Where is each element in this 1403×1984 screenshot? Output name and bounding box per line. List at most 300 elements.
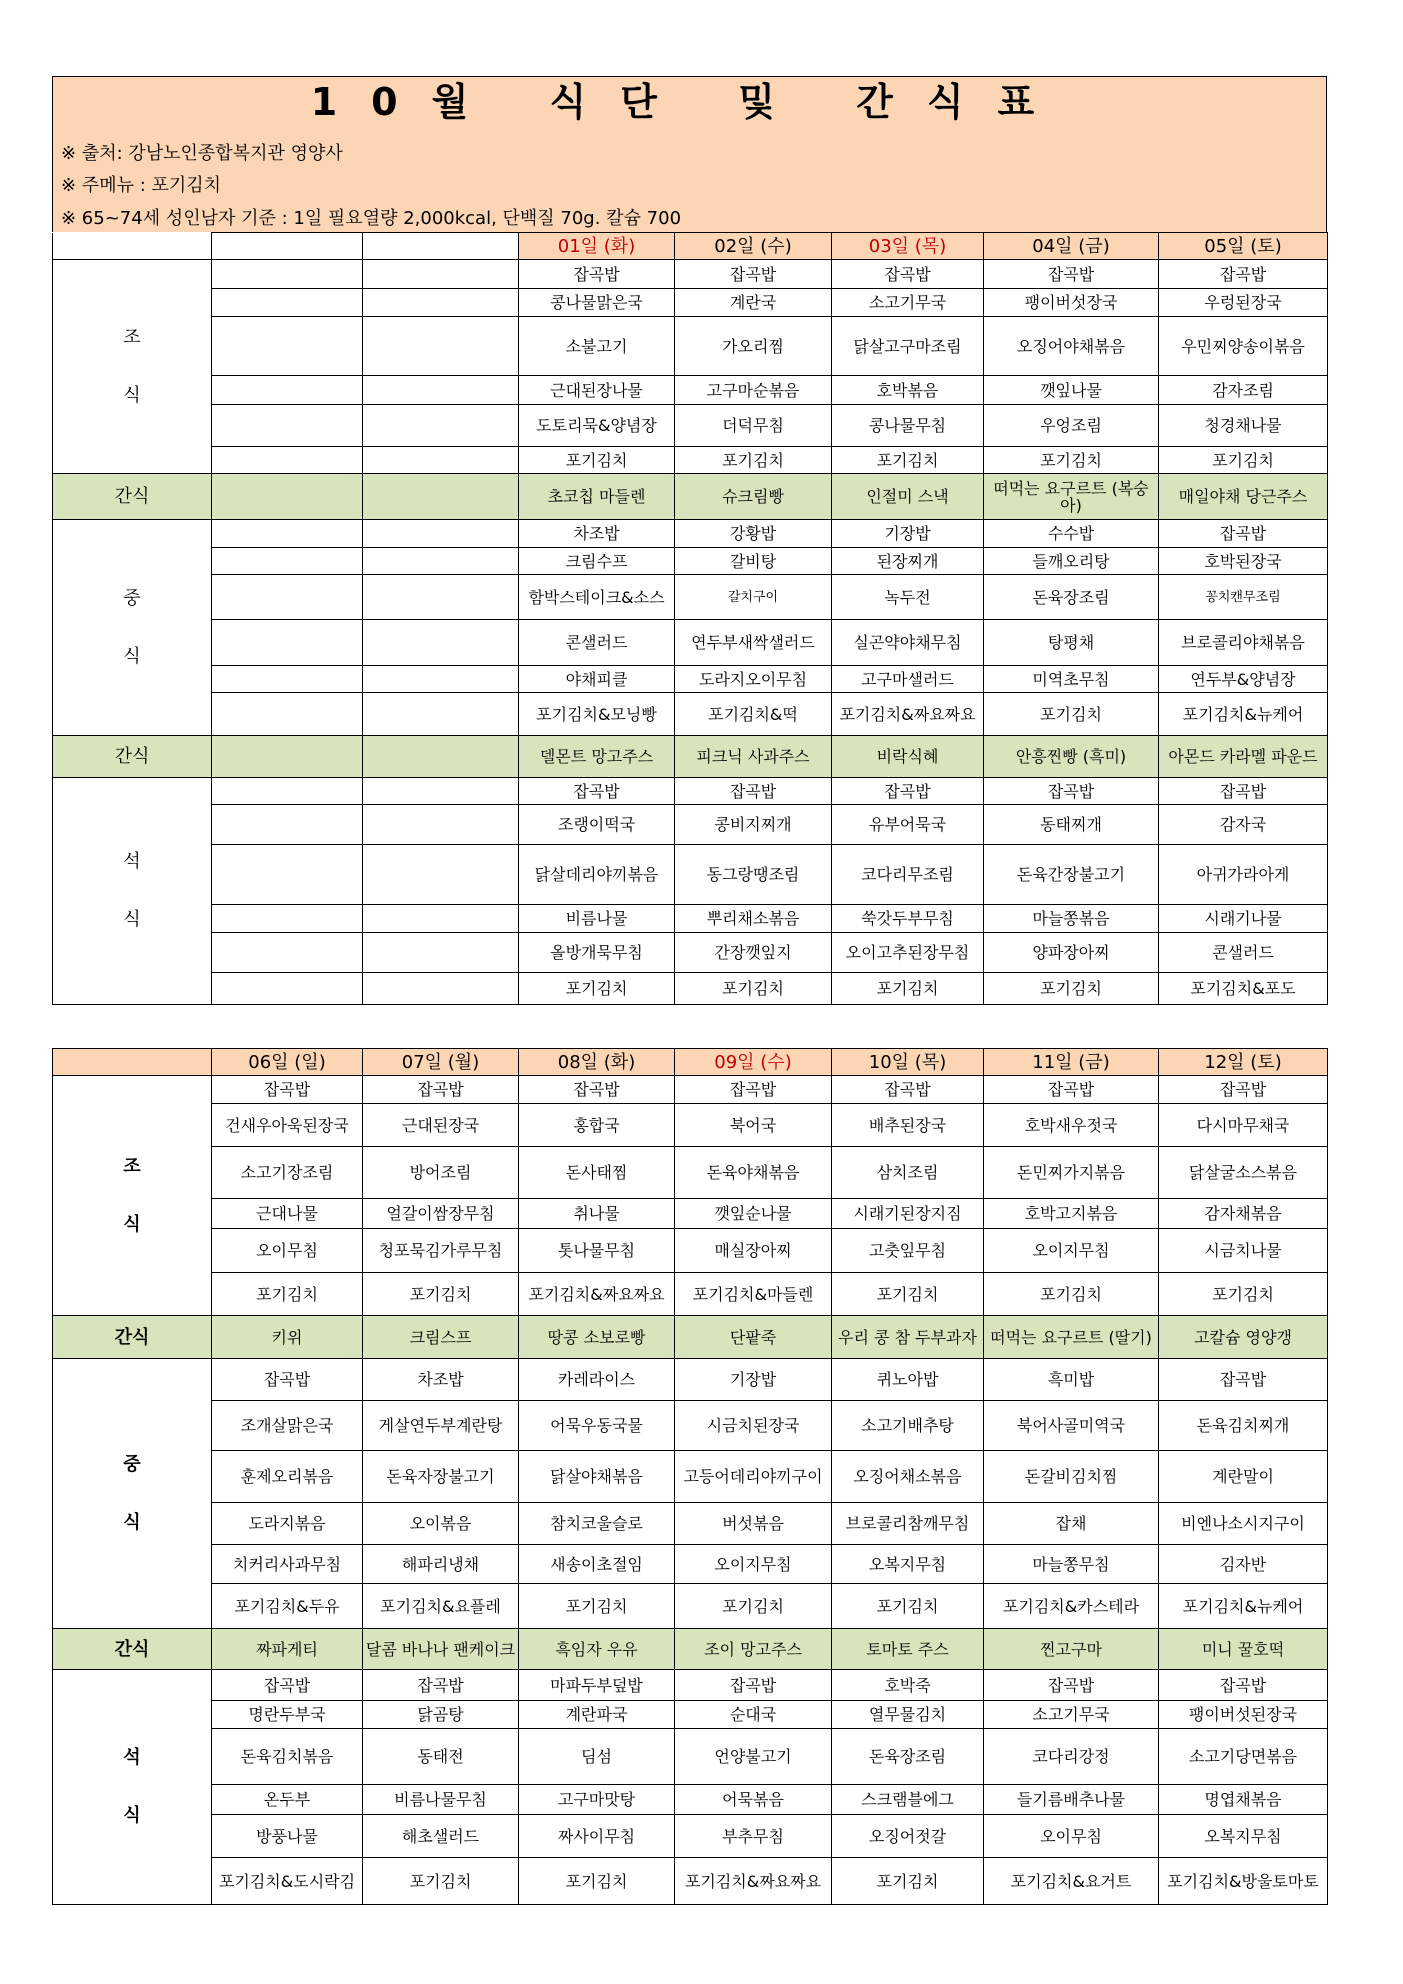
menu-item: 톳나물무침 xyxy=(519,1229,675,1273)
menu-item: 오이지무침 xyxy=(984,1229,1159,1273)
menu-item: 온두부 xyxy=(212,1785,363,1815)
snack-label: 간식 xyxy=(53,736,212,778)
menu-item: 돈육장조림 xyxy=(984,575,1159,620)
menu-item: 잡곡밥 xyxy=(1159,778,1328,805)
menu-item: 연두부&양념장 xyxy=(1159,666,1328,693)
menu-item: 포기김치 xyxy=(832,1273,984,1316)
menu-item: 고구마순볶음 xyxy=(675,376,832,405)
breakfast-row xyxy=(53,1273,1328,1316)
snack-item: 미니 꿀호떡 xyxy=(1159,1629,1328,1670)
breakfast-label-2: 식 xyxy=(123,384,141,406)
menu-item: 새송이초절임 xyxy=(519,1545,675,1584)
menu-item: 게살연두부계란탕 xyxy=(363,1401,519,1451)
dinner-row xyxy=(53,973,1328,1005)
menu-item: 포기김치 xyxy=(984,447,1159,474)
empty-cell xyxy=(212,778,363,805)
menu-item: 명란두부국 xyxy=(212,1701,363,1729)
snack-item: 달콤 바나나 팬케이크 xyxy=(363,1629,519,1670)
breakfast-row xyxy=(53,289,1328,317)
empty-cell xyxy=(212,736,363,778)
lunch-label-2: 식 xyxy=(123,645,141,667)
menu-item: 계란말이 xyxy=(1159,1451,1328,1503)
menu-item: 잡곡밥 xyxy=(212,1076,363,1104)
empty-cell xyxy=(363,575,519,620)
dinner-row xyxy=(53,1858,1328,1905)
menu-item: 포기김치 xyxy=(519,1858,675,1905)
menu-item: 꽁치캔무조림 xyxy=(1159,575,1328,620)
menu-item: 조랭이떡국 xyxy=(519,805,675,845)
menu-item: 포기김치&두유 xyxy=(212,1584,363,1629)
menu-item: 잡곡밥 xyxy=(675,1076,832,1104)
empty-cell xyxy=(212,289,363,317)
menu-item: 잡곡밥 xyxy=(519,778,675,805)
menu-item: 연두부새싹샐러드 xyxy=(675,620,832,666)
lunch-label-1: 중 xyxy=(123,1453,141,1475)
menu-item: 잡곡밥 xyxy=(1159,520,1328,548)
menu-item: 북어사골미역국 xyxy=(984,1401,1159,1451)
menu-item: 명엽채볶음 xyxy=(1159,1785,1328,1815)
snack-item: 크림스프 xyxy=(363,1316,519,1359)
menu-item: 오이고추된장무침 xyxy=(832,933,984,973)
dinner-label-1: 석 xyxy=(123,851,141,872)
empty-cell xyxy=(363,933,519,973)
menu-item: 포기김치&짜요짜요 xyxy=(519,1273,675,1316)
dinner-row xyxy=(53,905,1328,933)
menu-item: 잡곡밥 xyxy=(984,260,1159,289)
dinner-row xyxy=(53,1729,1328,1785)
menu-item: 포기김치 xyxy=(984,693,1159,736)
menu-item: 포기김치&카스테라 xyxy=(984,1584,1159,1629)
empty-cell xyxy=(212,520,363,548)
menu-item: 시래기나물 xyxy=(1159,905,1328,933)
menu-item: 강황밥 xyxy=(675,520,832,548)
empty-cell xyxy=(363,778,519,805)
menu-item: 고구마맛탕 xyxy=(519,1785,675,1815)
menu-item: 콩나물무침 xyxy=(832,405,984,447)
menu-item: 어묵우동국물 xyxy=(519,1401,675,1451)
breakfast-label-2: 식 xyxy=(123,1213,141,1235)
empty-cell xyxy=(363,620,519,666)
snack-item: 짜파게티 xyxy=(212,1629,363,1670)
menu-item: 포기김치 xyxy=(519,447,675,474)
menu-item: 동태전 xyxy=(363,1729,519,1785)
menu-item: 잡곡밥 xyxy=(519,1076,675,1104)
menu-item: 포기김치 xyxy=(675,447,832,474)
snack-item: 매일야채 당근주스 xyxy=(1159,474,1328,520)
menu-item: 오이볶음 xyxy=(363,1503,519,1545)
menu-item: 닭살데리야끼볶음 xyxy=(519,845,675,905)
menu-item: 도라지오이무침 xyxy=(675,666,832,693)
menu-item: 스크램블에그 xyxy=(832,1785,984,1815)
empty-cell xyxy=(212,474,363,520)
date-header: 04일 (금) xyxy=(984,233,1159,260)
empty-cell xyxy=(212,405,363,447)
menu-item: 포기김치 xyxy=(984,973,1159,1005)
empty-cell xyxy=(363,447,519,474)
empty-cell xyxy=(212,845,363,905)
menu-item: 기장밥 xyxy=(832,520,984,548)
snack-item: 우리 콩 참 두부과자 xyxy=(832,1316,984,1359)
dinner-row xyxy=(53,1701,1328,1729)
menu-item: 언양불고기 xyxy=(675,1729,832,1785)
empty-cell xyxy=(363,233,519,260)
date-header: 05일 (토) xyxy=(1159,233,1328,260)
menu-item: 오이무침 xyxy=(984,1815,1159,1858)
dinner-label xyxy=(53,778,212,1005)
menu-item: 잡곡밥 xyxy=(363,1670,519,1701)
menu-item: 포기김치&도시락김 xyxy=(212,1858,363,1905)
empty-cell xyxy=(363,845,519,905)
menu-item: 얼갈이쌈장무침 xyxy=(363,1199,519,1229)
menu-item: 돈육장조림 xyxy=(832,1729,984,1785)
menu-item: 딤섬 xyxy=(519,1729,675,1785)
snack-item: 토마토 주스 xyxy=(832,1629,984,1670)
menu-item: 돈육간장불고기 xyxy=(984,845,1159,905)
snack-label: 간식 xyxy=(53,1316,212,1359)
lunch-label-1: 중 xyxy=(123,587,141,609)
menu-item: 호박고지볶음 xyxy=(984,1199,1159,1229)
menu-item: 들깨오리탕 xyxy=(984,548,1159,575)
menu-item: 올방개묵무침 xyxy=(519,933,675,973)
menu-item: 소불고기 xyxy=(519,317,675,376)
menu-item: 잡곡밥 xyxy=(832,1076,984,1104)
menu-item: 포기김치&뉴케어 xyxy=(1159,693,1328,736)
menu-item: 버섯볶음 xyxy=(675,1503,832,1545)
menu-item: 어묵볶음 xyxy=(675,1785,832,1815)
menu-item: 근대나물 xyxy=(212,1199,363,1229)
menu-item: 근대된장국 xyxy=(363,1104,519,1147)
lunch-label-2: 식 xyxy=(123,1511,141,1533)
menu-item: 갈비탕 xyxy=(675,548,832,575)
menu-item: 도토리묵&양념장 xyxy=(519,405,675,447)
snack-item: 슈크림빵 xyxy=(675,474,832,520)
menu-item: 포기김치&모닝빵 xyxy=(519,693,675,736)
menu-item: 돈사태찜 xyxy=(519,1147,675,1199)
menu-item: 비름나물 xyxy=(519,905,675,933)
menu-item: 잡곡밥 xyxy=(832,260,984,289)
menu-item: 비름나물무침 xyxy=(363,1785,519,1815)
menu-item: 탕평채 xyxy=(984,620,1159,666)
menu-item: 녹두전 xyxy=(832,575,984,620)
menu-item: 포기김치 xyxy=(832,447,984,474)
menu-item: 콩비지찌개 xyxy=(675,805,832,845)
snack-item: 떠먹는 요구르트 (복숭아) xyxy=(984,474,1159,520)
menu-item: 포기김치&떡 xyxy=(675,693,832,736)
menu-item: 소고기무국 xyxy=(984,1701,1159,1729)
snack-row xyxy=(53,736,1328,778)
date-header: 03일 (목) xyxy=(832,233,984,260)
menu-item: 잡곡밥 xyxy=(984,1670,1159,1701)
empty-cell xyxy=(53,1049,212,1076)
date-header: 09일 (수) xyxy=(675,1049,832,1076)
menu-item: 포기김치 xyxy=(1159,447,1328,474)
menu-item: 마늘쫑무침 xyxy=(984,1545,1159,1584)
empty-cell xyxy=(212,317,363,376)
menu-item: 시금치된장국 xyxy=(675,1401,832,1451)
menu-item: 계란파국 xyxy=(519,1701,675,1729)
menu-item: 코다리강정 xyxy=(984,1729,1159,1785)
snack-item: 고칼슘 영양갱 xyxy=(1159,1316,1328,1359)
page-title: 10월 식단 및 간식표 xyxy=(310,80,1069,124)
menu-item: 마늘쫑볶음 xyxy=(984,905,1159,933)
menu-item: 포기김치 xyxy=(519,1584,675,1629)
menu-item: 치커리사과무침 xyxy=(212,1545,363,1584)
menu-item: 잡곡밥 xyxy=(1159,1076,1328,1104)
dinner-row xyxy=(53,1670,1328,1701)
date-header: 02일 (수) xyxy=(675,233,832,260)
menu-item: 청포묵김가루무침 xyxy=(363,1229,519,1273)
lunch-row xyxy=(53,1451,1328,1503)
menu-item: 오징어채소볶음 xyxy=(832,1451,984,1503)
dinner-row xyxy=(53,1815,1328,1858)
lunch-row xyxy=(53,1359,1328,1401)
menu-item: 비엔나소시지구이 xyxy=(1159,1503,1328,1545)
menu-item: 포기김치&요플레 xyxy=(363,1584,519,1629)
menu-item: 포기김치 xyxy=(363,1858,519,1905)
breakfast-row xyxy=(53,1229,1328,1273)
menu-item: 브로콜리야채볶음 xyxy=(1159,620,1328,666)
empty-cell xyxy=(363,973,519,1005)
empty-cell xyxy=(363,736,519,778)
lunch-label xyxy=(53,1359,212,1629)
menu-item: 포기김치&짜요짜요 xyxy=(832,693,984,736)
breakfast-row xyxy=(53,447,1328,474)
lunch-row xyxy=(53,1401,1328,1451)
menu-item: 소고기당면볶음 xyxy=(1159,1729,1328,1785)
menu-item: 소고기무국 xyxy=(832,289,984,317)
menu-item: 김자반 xyxy=(1159,1545,1328,1584)
menu-item: 닭곰탕 xyxy=(363,1701,519,1729)
date-row xyxy=(53,1049,1328,1076)
menu-item: 포기김치 xyxy=(832,1858,984,1905)
menu-item: 포기김치 xyxy=(1159,1273,1328,1316)
menu-item: 호박죽 xyxy=(832,1670,984,1701)
menu-item: 쑥갓두부무침 xyxy=(832,905,984,933)
menu-item: 잡채 xyxy=(984,1503,1159,1545)
menu-item: 돈갈비김치찜 xyxy=(984,1451,1159,1503)
dinner-row xyxy=(53,805,1328,845)
empty-cell xyxy=(212,905,363,933)
breakfast-row xyxy=(53,260,1328,289)
menu-item: 고춧잎무침 xyxy=(832,1229,984,1273)
menu-item: 감자조림 xyxy=(1159,376,1328,405)
empty-cell xyxy=(212,376,363,405)
empty-cell xyxy=(363,289,519,317)
empty-cell xyxy=(212,620,363,666)
menu-item: 취나물 xyxy=(519,1199,675,1229)
breakfast-row xyxy=(53,1104,1328,1147)
menu-item: 미역초무침 xyxy=(984,666,1159,693)
menu-item: 호박볶음 xyxy=(832,376,984,405)
menu-item: 배추된장국 xyxy=(832,1104,984,1147)
snack-item: 초코칩 마들렌 xyxy=(519,474,675,520)
menu-item: 감자국 xyxy=(1159,805,1328,845)
empty-cell xyxy=(212,233,363,260)
breakfast-row xyxy=(53,405,1328,447)
lunch-row xyxy=(53,693,1328,736)
menu-item: 시금치나물 xyxy=(1159,1229,1328,1273)
empty-cell xyxy=(212,666,363,693)
empty-cell xyxy=(212,693,363,736)
snack-label: 간식 xyxy=(53,1629,212,1670)
week1-menu-table xyxy=(52,232,1328,1005)
lunch-label xyxy=(53,520,212,736)
header-block xyxy=(52,76,1327,232)
menu-item: 갈치구이 xyxy=(675,575,832,620)
menu-item: 잡곡밥 xyxy=(984,1076,1159,1104)
menu-item: 흑미밥 xyxy=(984,1359,1159,1401)
menu-item: 잡곡밥 xyxy=(1159,260,1328,289)
menu-item: 차조밥 xyxy=(519,520,675,548)
empty-cell xyxy=(363,405,519,447)
menu-item: 차조밥 xyxy=(363,1359,519,1401)
menu-item: 잡곡밥 xyxy=(675,778,832,805)
dinner-label-2: 식 xyxy=(123,1805,141,1826)
menu-item: 유부어묵국 xyxy=(832,805,984,845)
empty-cell xyxy=(363,520,519,548)
empty-cell xyxy=(363,376,519,405)
menu-item: 퀴노아밥 xyxy=(832,1359,984,1401)
date-header: 12일 (토) xyxy=(1159,1049,1328,1076)
snack-item: 비락식혜 xyxy=(832,736,984,778)
dinner-row xyxy=(53,1785,1328,1815)
breakfast-row xyxy=(53,1147,1328,1199)
date-header: 07일 (월) xyxy=(363,1049,519,1076)
menu-item: 포기김치 xyxy=(675,973,832,1005)
dinner-row xyxy=(53,845,1328,905)
menu-item: 간장깻잎지 xyxy=(675,933,832,973)
lunch-row xyxy=(53,620,1328,666)
menu-item: 포기김치 xyxy=(984,1273,1159,1316)
breakfast-label xyxy=(53,260,212,474)
menu-item: 잡곡밥 xyxy=(1159,1359,1328,1401)
breakfast-label-1: 조 xyxy=(123,1155,141,1177)
menu-item: 깻잎나물 xyxy=(984,376,1159,405)
menu-item: 코다리무조림 xyxy=(832,845,984,905)
menu-item: 브로콜리참깨무침 xyxy=(832,1503,984,1545)
menu-item: 카레라이스 xyxy=(519,1359,675,1401)
menu-item: 닭살고구마조림 xyxy=(832,317,984,376)
breakfast-label-1: 조 xyxy=(123,326,141,348)
menu-item: 북어국 xyxy=(675,1104,832,1147)
lunch-row xyxy=(53,1584,1328,1629)
lunch-row xyxy=(53,575,1328,620)
menu-item: 콩나물맑은국 xyxy=(519,289,675,317)
empty-cell xyxy=(363,693,519,736)
menu-item: 잡곡밥 xyxy=(832,778,984,805)
dinner-label-2: 식 xyxy=(123,909,141,930)
menu-item: 포기김치 xyxy=(212,1273,363,1316)
snack-item: 흑임자 우유 xyxy=(519,1629,675,1670)
dinner-label-1: 석 xyxy=(123,1747,141,1768)
menu-item: 포기김치&요거트 xyxy=(984,1858,1159,1905)
menu-item: 소고기배추탕 xyxy=(832,1401,984,1451)
menu-item: 삼치조림 xyxy=(832,1147,984,1199)
menu-item: 다시마무채국 xyxy=(1159,1104,1328,1147)
menu-item: 돈육야채볶음 xyxy=(675,1147,832,1199)
snack-item: 찐고구마 xyxy=(984,1629,1159,1670)
menu-item: 매실장아찌 xyxy=(675,1229,832,1273)
menu-item: 호박새우젓국 xyxy=(984,1104,1159,1147)
menu-item: 닭살굴소스볶음 xyxy=(1159,1147,1328,1199)
menu-item: 열무물김치 xyxy=(832,1701,984,1729)
empty-cell xyxy=(363,805,519,845)
menu-item: 콘샐러드 xyxy=(519,620,675,666)
menu-item: 참치코울슬로 xyxy=(519,1503,675,1545)
snack-item: 피크닉 사과주스 xyxy=(675,736,832,778)
lunch-row xyxy=(53,1545,1328,1584)
menu-item: 잡곡밥 xyxy=(984,778,1159,805)
date-header: 11일 (금) xyxy=(984,1049,1159,1076)
empty-cell xyxy=(212,805,363,845)
menu-item: 고등어데리야끼구이 xyxy=(675,1451,832,1503)
snack-item: 떠먹는 요구르트 (딸기) xyxy=(984,1316,1159,1359)
menu-item: 잡곡밥 xyxy=(675,1670,832,1701)
menu-item: 포기김치 xyxy=(832,973,984,1005)
menu-item: 청경채나물 xyxy=(1159,405,1328,447)
menu-item: 홍합국 xyxy=(519,1104,675,1147)
snack-item: 아몬드 카라멜 파운드 xyxy=(1159,736,1328,778)
snack-item: 델몬트 망고주스 xyxy=(519,736,675,778)
menu-item: 더덕무침 xyxy=(675,405,832,447)
week2-menu-table xyxy=(52,1048,1328,1905)
menu-item: 훈제오리볶음 xyxy=(212,1451,363,1503)
menu-item: 잡곡밥 xyxy=(675,260,832,289)
menu-item: 깻잎순나물 xyxy=(675,1199,832,1229)
menu-item: 소고기장조림 xyxy=(212,1147,363,1199)
menu-item: 포기김치&짜요짜요 xyxy=(675,1858,832,1905)
snack-item: 안흥찐빵 (흑미) xyxy=(984,736,1159,778)
menu-item: 오복지무침 xyxy=(1159,1815,1328,1858)
menu-item: 닭살야채볶음 xyxy=(519,1451,675,1503)
menu-item: 짜사이무침 xyxy=(519,1815,675,1858)
menu-item: 방어조림 xyxy=(363,1147,519,1199)
menu-item: 아귀가라아게 xyxy=(1159,845,1328,905)
snack-row xyxy=(53,474,1328,520)
menu-item: 포기김치&방울토마토 xyxy=(1159,1858,1328,1905)
lunch-row xyxy=(53,548,1328,575)
snack-item: 땅콩 소보로빵 xyxy=(519,1316,675,1359)
menu-item: 야채피클 xyxy=(519,666,675,693)
snack-item: 인절미 스낵 xyxy=(832,474,984,520)
menu-item: 호박된장국 xyxy=(1159,548,1328,575)
empty-cell xyxy=(212,973,363,1005)
menu-item: 가오리찜 xyxy=(675,317,832,376)
menu-item: 근대된장나물 xyxy=(519,376,675,405)
empty-cell xyxy=(212,548,363,575)
snack-item: 조이 망고주스 xyxy=(675,1629,832,1670)
menu-item: 포기김치&뉴케어 xyxy=(1159,1584,1328,1629)
date-row xyxy=(53,233,1328,260)
menu-item: 해파리냉채 xyxy=(363,1545,519,1584)
menu-item: 실곤약야채무침 xyxy=(832,620,984,666)
menu-item: 팽이버섯된장국 xyxy=(1159,1701,1328,1729)
menu-item: 오징어야채볶음 xyxy=(984,317,1159,376)
menu-item: 우엉조림 xyxy=(984,405,1159,447)
empty-cell xyxy=(212,933,363,973)
menu-item: 오복지무침 xyxy=(832,1545,984,1584)
menu-item: 양파장아찌 xyxy=(984,933,1159,973)
empty-cell xyxy=(212,575,363,620)
menu-item: 돈육김치찌개 xyxy=(1159,1401,1328,1451)
menu-item: 기장밥 xyxy=(675,1359,832,1401)
empty-cell xyxy=(363,548,519,575)
menu-item: 방풍나물 xyxy=(212,1815,363,1858)
menu-item: 돈민찌가지볶음 xyxy=(984,1147,1159,1199)
menu-item: 들기름배추나물 xyxy=(984,1785,1159,1815)
menu-item: 포기김치 xyxy=(832,1584,984,1629)
menu-item: 돈육김치볶음 xyxy=(212,1729,363,1785)
